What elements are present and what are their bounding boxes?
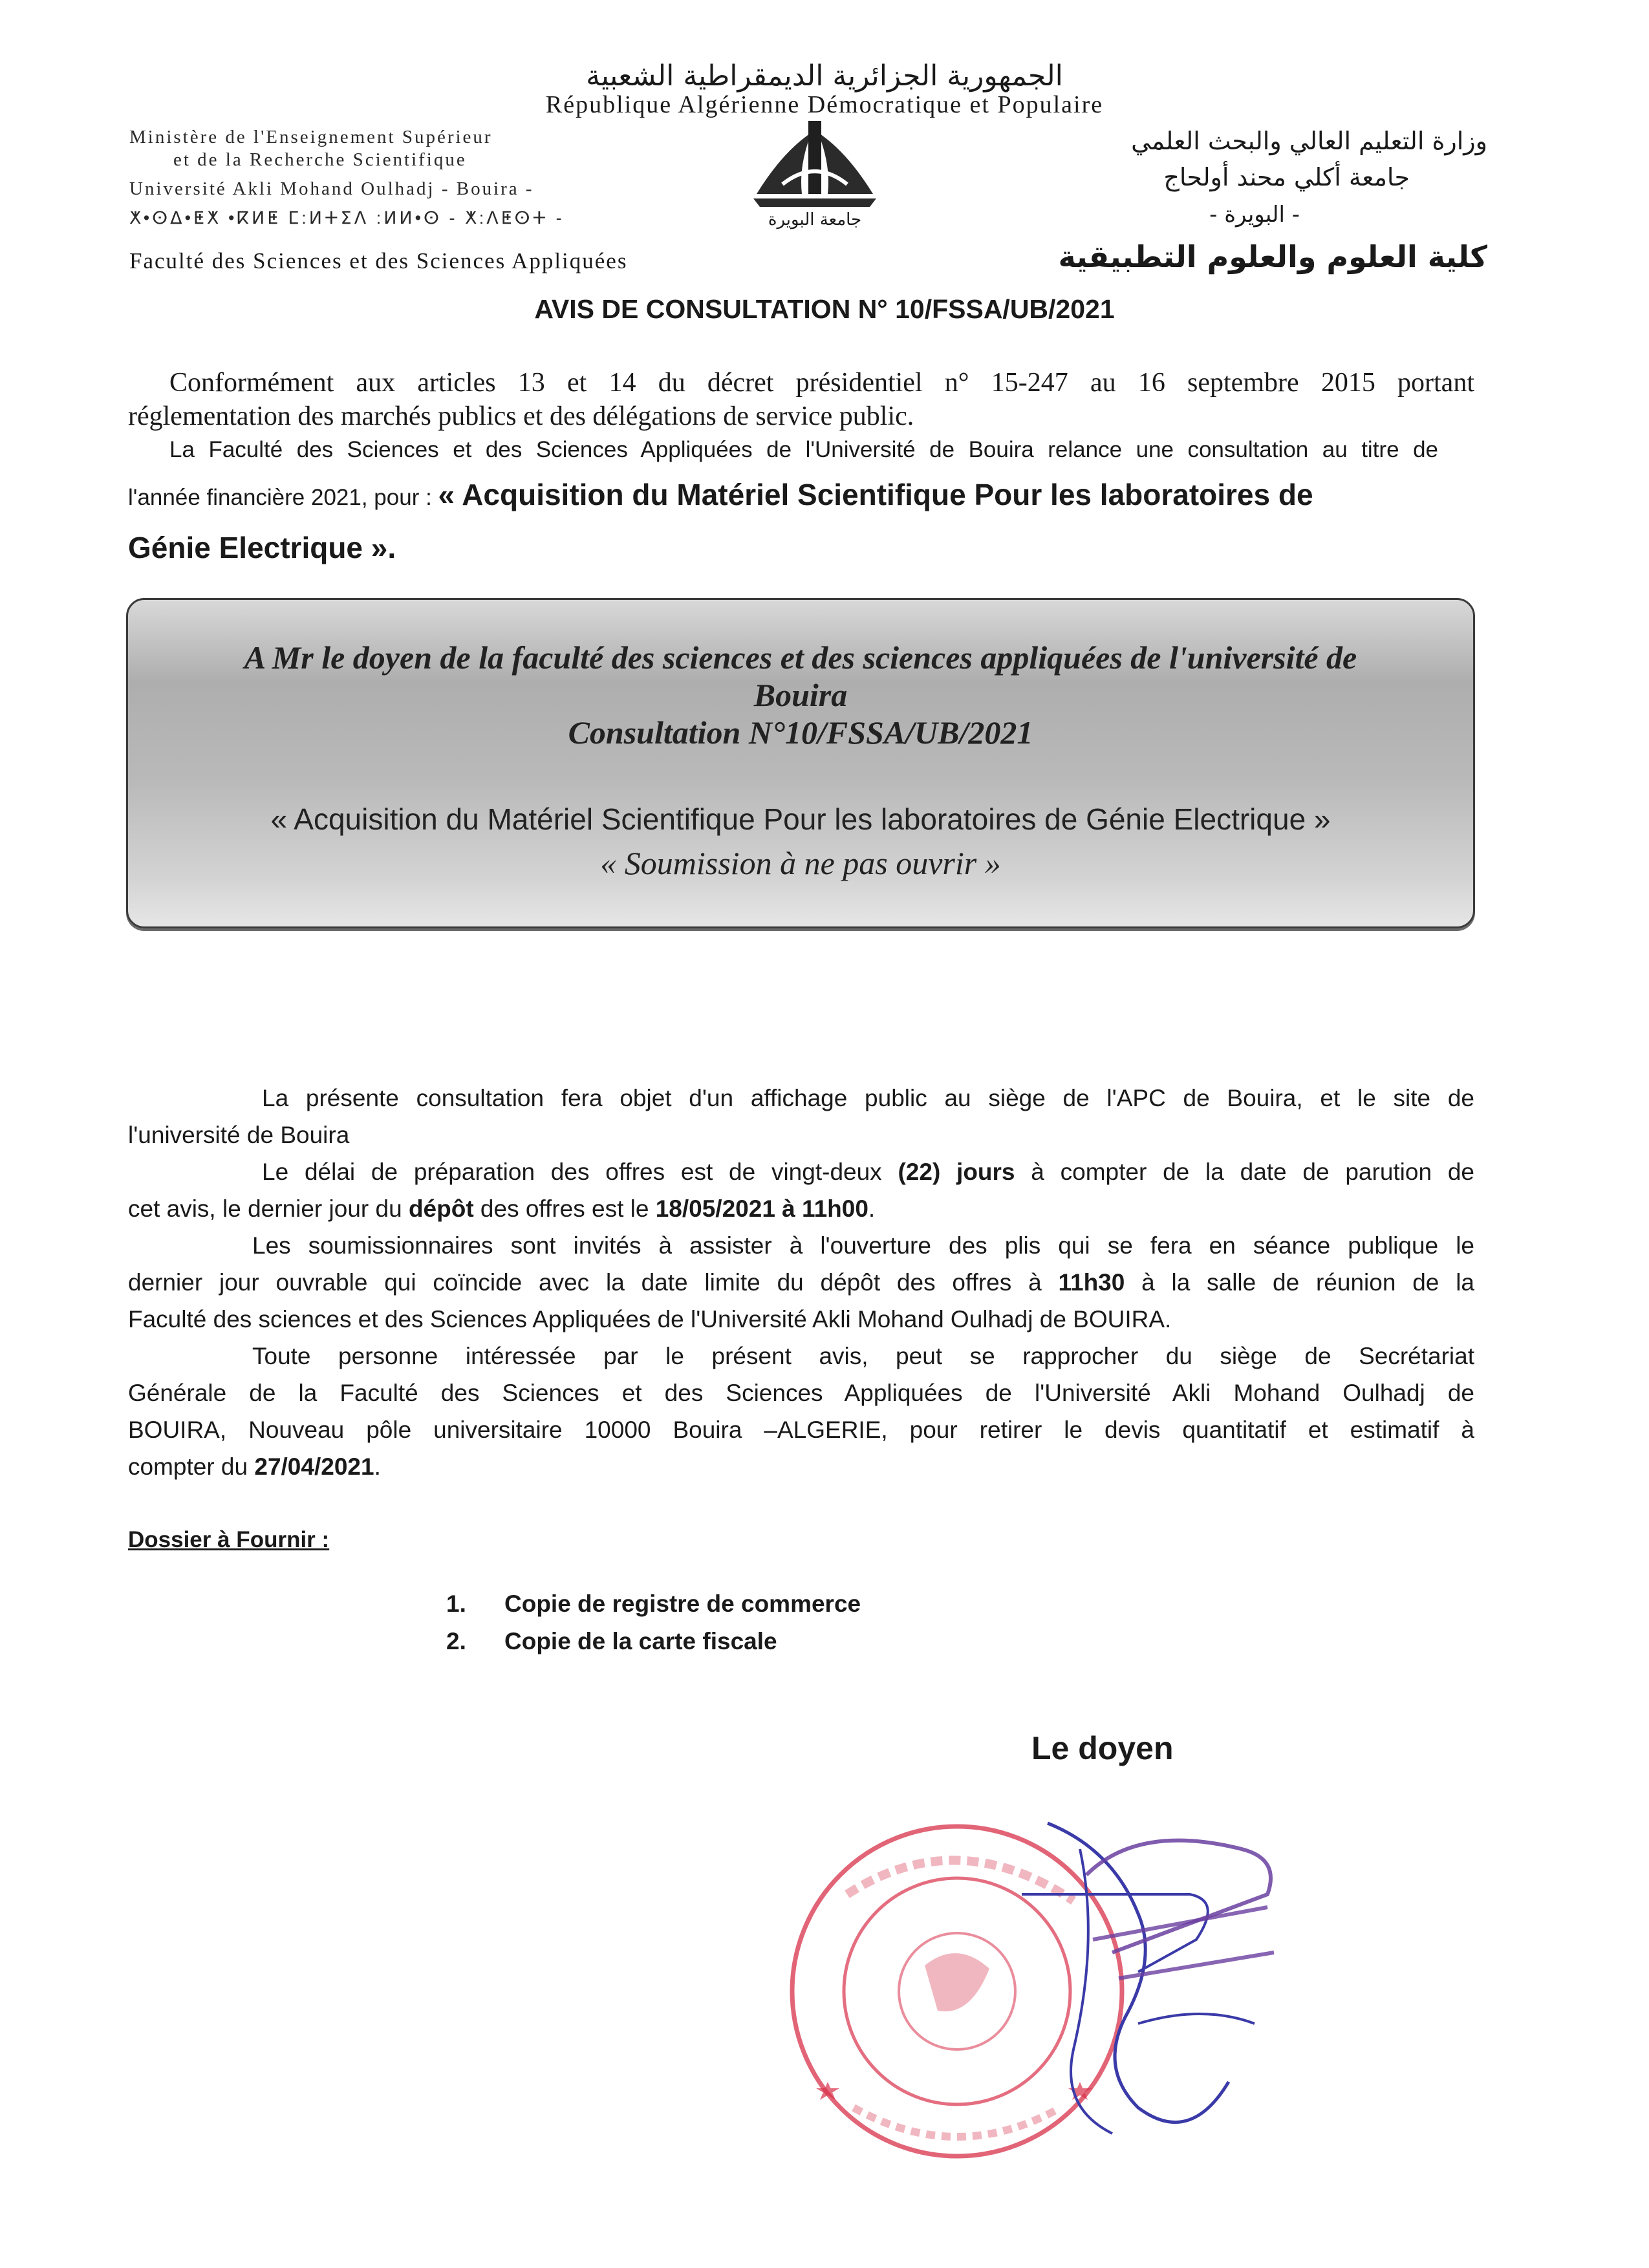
envelope-addressee: A Mr le doyen de la faculté des sciences et des sciences appliquées de l'université de bbox=[244, 639, 1357, 676]
para-2-text-c: cet avis, le dernier jour du bbox=[128, 1195, 409, 1222]
deposit-deadline: 18/05/2021 à 11h00 bbox=[655, 1195, 868, 1222]
university-name-tifinagh: ⵅ•ⵙⵠ•ⵟⵅ •ⴽⵍⵟ ⵎ:ⵍⵜⵉⴷ :ⵍⵍ•ⵙ - ⵅ:ⴷⵟⵙⵜ - bbox=[129, 208, 565, 228]
para-2-text-a: Le délai de préparation des offres est de vingt-deux bbox=[262, 1159, 898, 1185]
para-3-line-1: Les soumissionnaires sont invités à assister à l'ouverture des plis qui se fera en séance publique le bbox=[252, 1232, 1474, 1259]
depot-word: dépôt bbox=[408, 1195, 474, 1222]
republic-title-ar: الجمهورية الجزائرية الديمقراطية الشعبية bbox=[586, 59, 1063, 92]
list-item bbox=[446, 1628, 777, 1655]
intro-subject-end: Génie Electrique ». bbox=[128, 531, 396, 564]
para-3-text-a: dernier jour ouvrable qui coïncide avec la date limite du dépôt des offres à bbox=[128, 1269, 1059, 1296]
list-item-number: 1. bbox=[446, 1590, 466, 1617]
opening-time: 11h30 bbox=[1058, 1269, 1125, 1296]
withdrawal-date: 27/04/2021 bbox=[254, 1453, 374, 1480]
intro-subject-highlight: « Acquisition du Matériel Scientifique Pour les laboratoires de bbox=[438, 478, 1313, 511]
intro-line-3: La Faculté des Sciences et des Sciences Appliquées de l'Université de Bouira relance une consultation au titre de bbox=[169, 437, 1438, 462]
para-1-line-1: La présente consultation fera objet d'un affichage public au siège de l'APC de Bouira, et le site de bbox=[262, 1085, 1474, 1111]
intro-line-4-prefix: l'année financière 2021, pour : bbox=[128, 485, 438, 510]
logo-caption-ar: جامعة البويرة bbox=[768, 210, 862, 230]
ministry-line-1: Ministère de l'Enseignement Supérieur bbox=[129, 127, 493, 147]
para-2-text-e: . bbox=[868, 1195, 876, 1222]
para-4-line-1: Toute personne intéressée par le présent avis, peut se rapprocher du siège de Secrétariat bbox=[252, 1343, 1474, 1369]
faculty-name-ar: كلية العلوم والعلوم التطبيقية bbox=[1058, 239, 1487, 274]
list-item-number: 2. bbox=[446, 1628, 466, 1654]
envelope-do-not-open: « Soumission à ne pas ouvrir » bbox=[600, 845, 1001, 881]
para-4-line-3: BOUIRA, Nouveau pôle universitaire 10000 Bouira –ALGERIE, pour retirer le devis quantitatif et estimatif à bbox=[128, 1417, 1474, 1443]
envelope-consultation-ref: Consultation N°10/FSSA/UB/2021 bbox=[568, 714, 1033, 751]
para-2-text-b: à compter de la date de parution de bbox=[1015, 1159, 1474, 1185]
ministry-line-2: et de la Recherche Scientifique bbox=[173, 149, 467, 170]
para-1-line-2: l'université de Bouira bbox=[128, 1122, 350, 1148]
signature-title: Le doyen bbox=[1031, 1730, 1174, 1766]
faculty-name-fr: Faculté des Sciences et des Sciences Appliquées bbox=[129, 248, 628, 273]
para-3-line-2 bbox=[128, 1264, 1474, 1301]
intro-line-1: Conformément aux articles 13 et 14 du décret présidentiel n° 15-247 au 16 septembre 2015 portant bbox=[169, 368, 1474, 398]
republic-title-fr: République Algérienne Démocratique et Populaire bbox=[545, 91, 1104, 118]
list-item bbox=[446, 1590, 861, 1618]
envelope-label-box bbox=[126, 598, 1475, 928]
university-name-fr: Université Akli Mohand Oulhadj - Bouira - bbox=[129, 178, 534, 199]
para-3-text-b: à la salle de réunion de la bbox=[1125, 1269, 1474, 1296]
para-4-line-2: Générale de la Faculté des Sciences et des Sciences Appliquées de l'Université Akli Mohand Oulhadj de bbox=[128, 1380, 1474, 1406]
intro-line-4 bbox=[128, 477, 1313, 512]
para-3-line-3: Faculté des sciences et des Sciences Appliquées de l'Université Akli Mohand Oulhadj de BOUIRA. bbox=[128, 1306, 1172, 1332]
city-name-ar: - البويرة - bbox=[1209, 202, 1300, 228]
notice-title: AVIS DE CONSULTATION N° 10/FSSA/UB/2021 bbox=[534, 294, 1115, 324]
para-2-line-2 bbox=[128, 1190, 875, 1227]
ministry-name-ar: وزارة التعليم العالي والبحث العلمي bbox=[1131, 127, 1487, 155]
university-name-ar: جامعة أكلي محند أولحاج bbox=[1163, 163, 1410, 191]
para-4-text-b: . bbox=[374, 1453, 381, 1480]
official-stamp bbox=[776, 1746, 1306, 2185]
para-4-line-4 bbox=[128, 1448, 381, 1485]
para-4-text-a: compter du bbox=[128, 1453, 255, 1480]
envelope-subject: « Acquisition du Matériel Scientifique Pour les laboratoires de Génie Electrique » bbox=[270, 802, 1331, 836]
dossier-heading: Dossier à Fournir : bbox=[128, 1527, 330, 1552]
list-item-label: Copie de registre de commerce bbox=[504, 1590, 861, 1617]
para-2-line-1 bbox=[262, 1153, 1474, 1190]
list-item-label: Copie de la carte fiscale bbox=[504, 1628, 777, 1654]
university-logo bbox=[744, 113, 886, 242]
deadline-days: (22) jours bbox=[898, 1159, 1015, 1185]
para-2-text-d: des offres est le bbox=[473, 1195, 656, 1222]
intro-line-2: réglementation des marchés publics et des délégations de service public. bbox=[128, 401, 914, 431]
envelope-city: Bouira bbox=[753, 677, 848, 713]
